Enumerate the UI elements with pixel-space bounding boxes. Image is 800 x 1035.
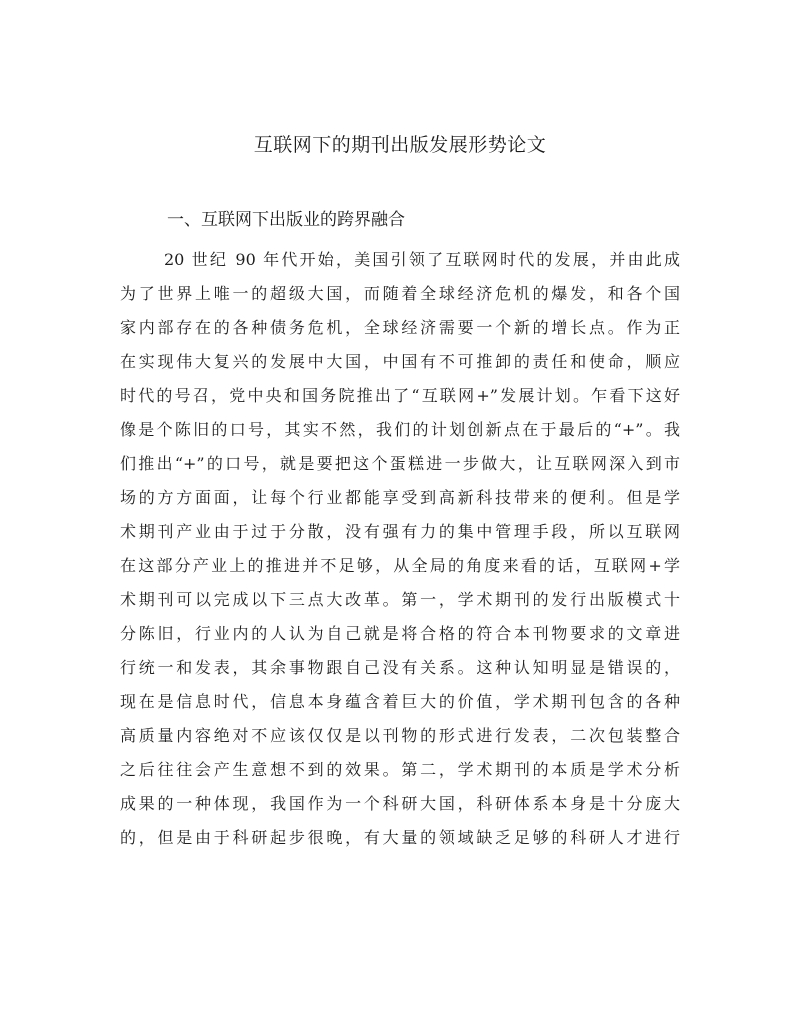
- paragraph-line: 场的方方面面，让每个行业都能享受到高新科技带来的便利。但是学: [120, 488, 680, 507]
- paragraph-line: 在实现伟大复兴的发展中大国，中国有不可推卸的责任和使命，顺应: [120, 352, 680, 371]
- paragraph-line: 的，但是由于科研起步很晚，有大量的领域缺乏足够的科研人才进行: [120, 828, 680, 847]
- paragraph-line: 高质量内容绝对不应该仅仅是以刊物的形式进行发表，二次包装整合: [120, 726, 680, 745]
- paragraph-line: 像是个陈旧的口号，其实不然，我们的计划创新点在于最后的“+”。我: [120, 420, 680, 439]
- body-paragraph: [120, 243, 680, 855]
- document-title: 互联网下的期刊出版发展形势论文: [253, 134, 547, 156]
- paragraph-line: 时代的号召，党中央和国务院推出了“互联网+”发展计划。乍看下这好: [120, 386, 680, 405]
- paragraph-line: 成果的一种体现，我国作为一个科研大国，科研体系本身是十分庞大: [120, 794, 680, 813]
- paragraph-line: 们推出“+”的口号，就是要把这个蛋糕进一步做大，让互联网深入到市: [120, 454, 680, 473]
- paragraph-line: 在这部分产业上的推进并不足够，从全局的角度来看的话，互联网+学: [120, 556, 680, 575]
- section-heading: 一、互联网下出版业的跨界融合: [167, 210, 405, 230]
- paragraph-line: 20 世纪 90 年代开始，美国引领了互联网时代的发展，并由此成: [164, 250, 680, 269]
- paragraph-line: 现在是信息时代，信息本身蕴含着巨大的价值，学术期刊包含的各种: [120, 692, 680, 711]
- paragraph-line: 为了世界上唯一的超级大国，而随着全球经济危机的爆发，和各个国: [120, 284, 680, 303]
- paragraph-line: 术期刊可以完成以下三点大改革。第一，学术期刊的发行出版模式十: [120, 590, 680, 609]
- paragraph-line: 分陈旧，行业内的人认为自己就是将合格的符合本刊物要求的文章进: [120, 624, 680, 643]
- paragraph-line: 行统一和发表，其余事物跟自己没有关系。这种认知明显是错误的，: [120, 658, 680, 677]
- paragraph-line: 家内部存在的各种债务危机，全球经济需要一个新的增长点。作为正: [120, 318, 680, 337]
- paragraph-line: 术期刊产业由于过于分散，没有强有力的集中管理手段，所以互联网: [120, 522, 680, 541]
- paragraph-line: 之后往往会产生意想不到的效果。第二，学术期刊的本质是学术分析: [120, 760, 680, 779]
